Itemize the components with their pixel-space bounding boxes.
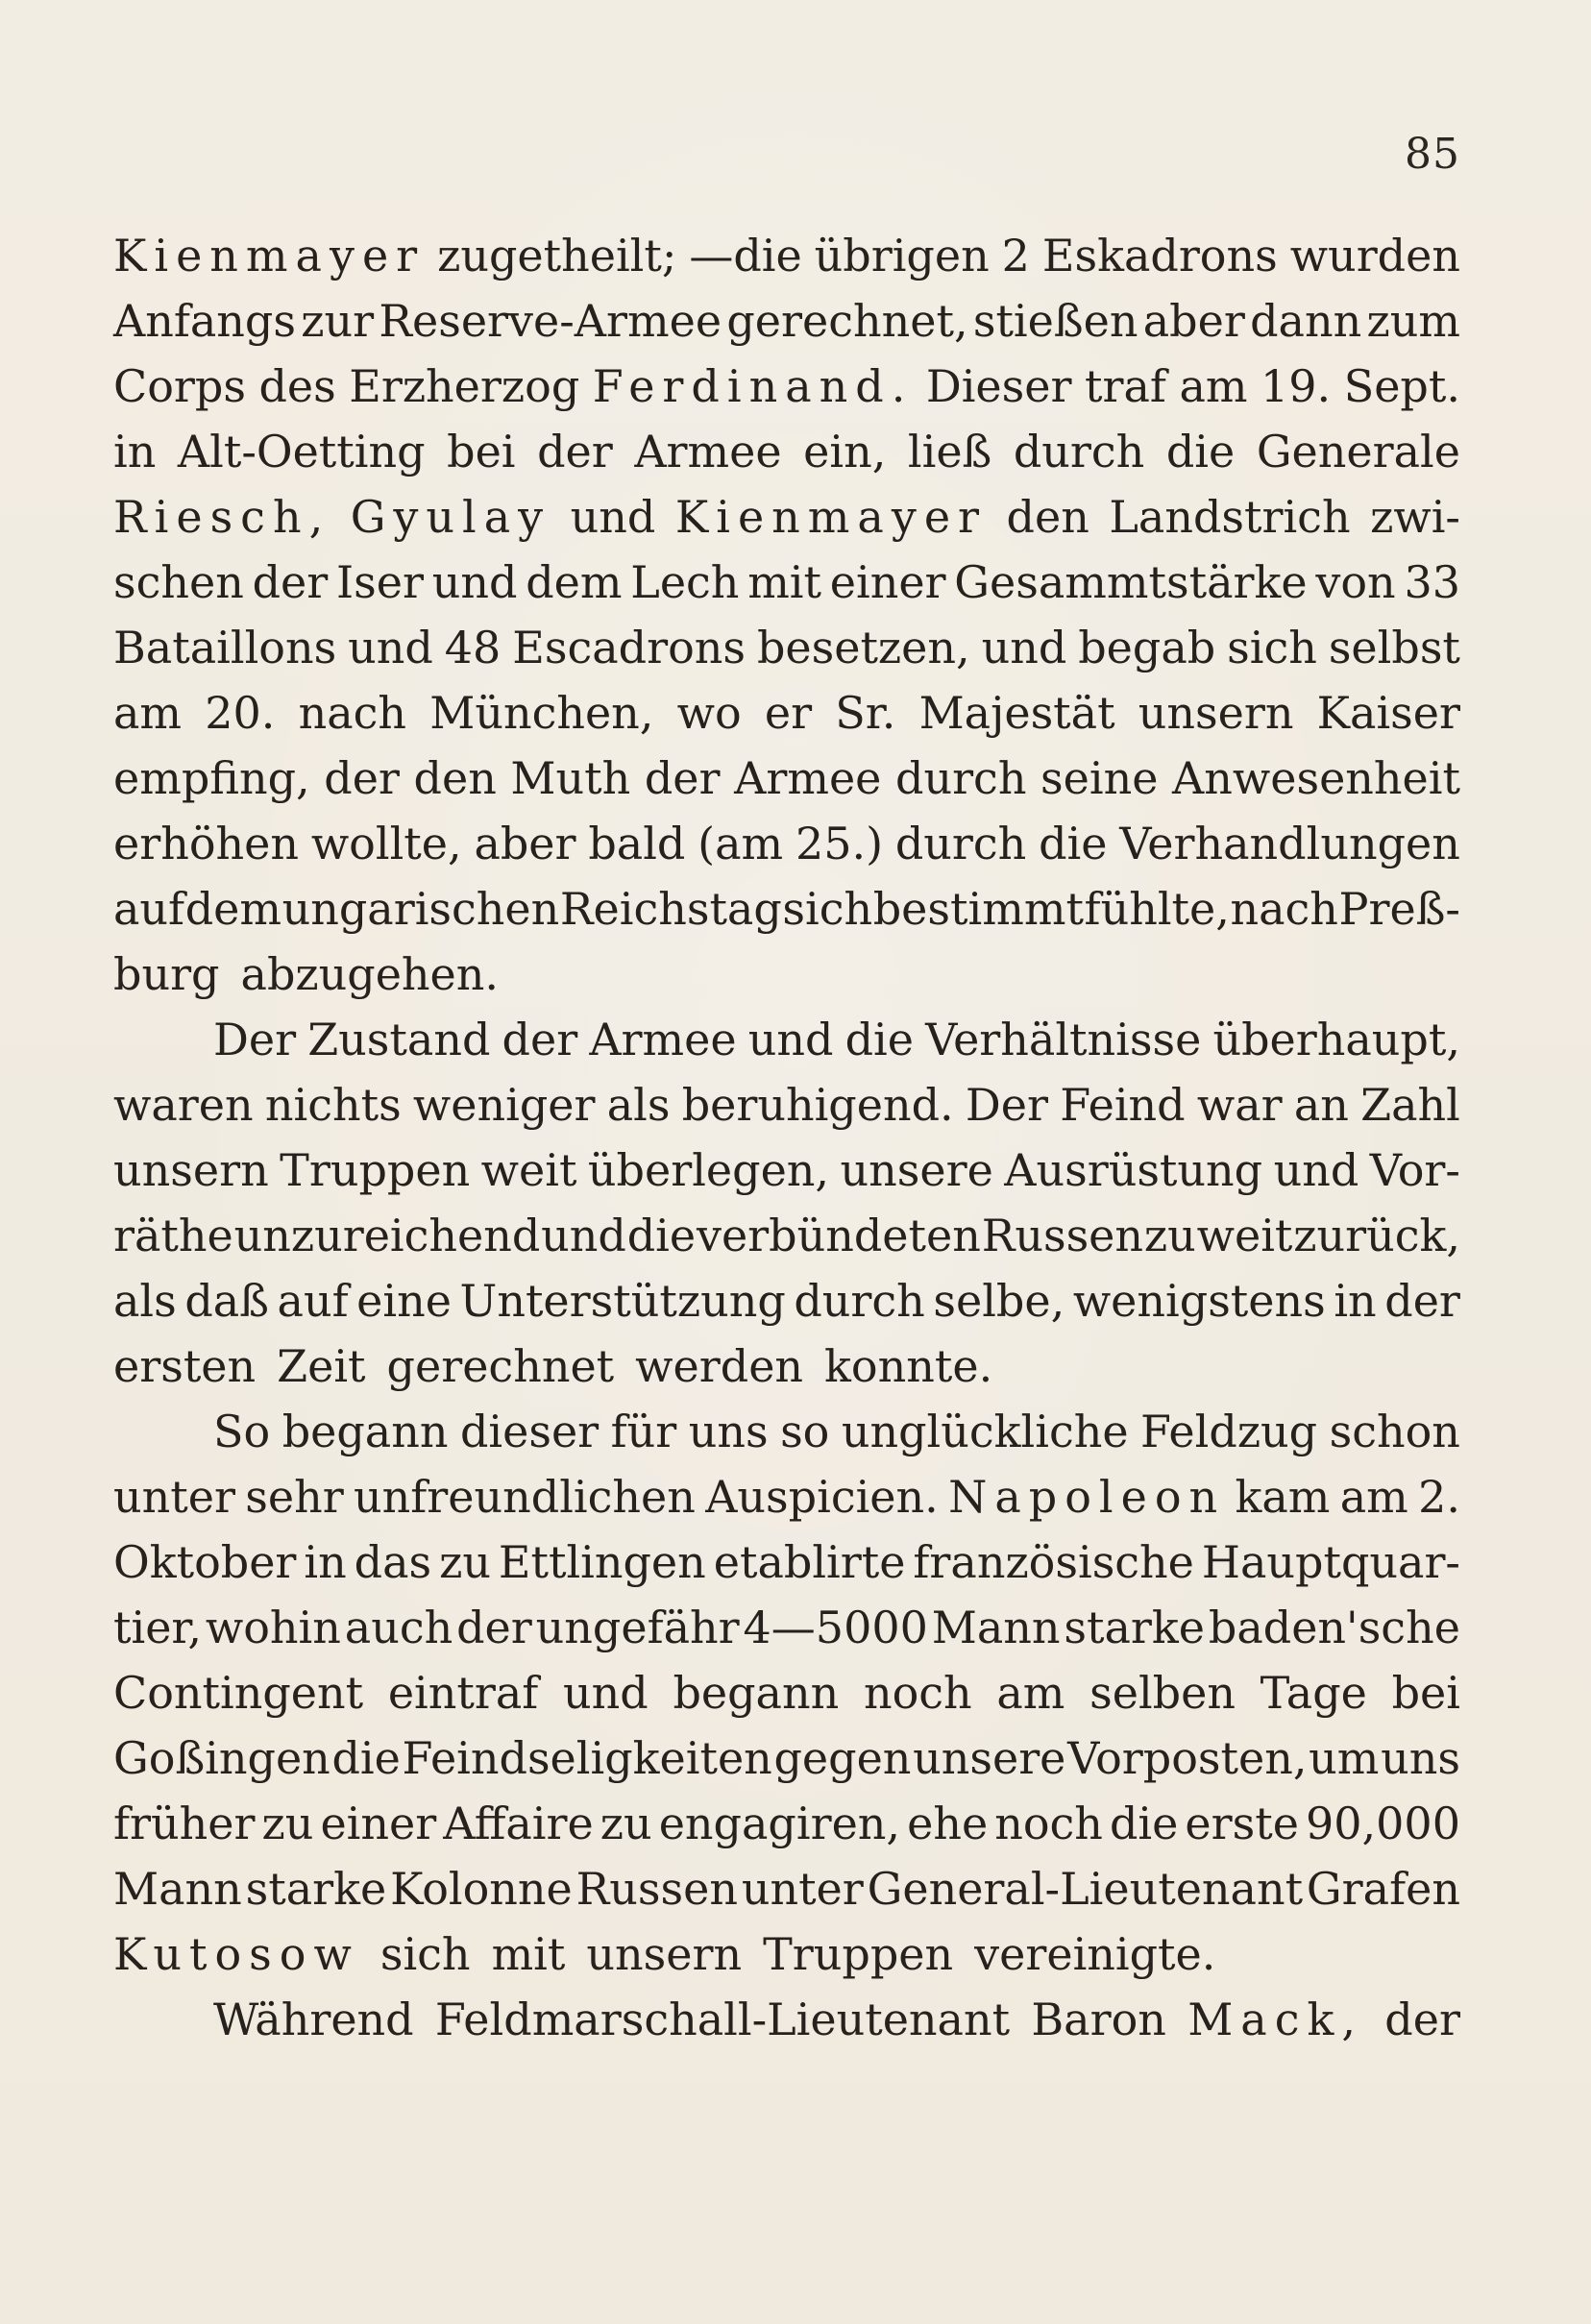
word: unter xyxy=(113,1471,235,1523)
word: verbündeten xyxy=(696,1210,981,1261)
word: konnte. xyxy=(824,1340,993,1392)
text-line xyxy=(113,419,1460,484)
word: ersten xyxy=(113,1340,257,1392)
text-line xyxy=(113,876,1460,942)
word: und xyxy=(348,622,433,673)
word: zu xyxy=(1143,1210,1196,1261)
word: 20. xyxy=(205,687,276,739)
word: Lech xyxy=(630,556,740,608)
text-line xyxy=(113,1268,1460,1333)
text-line xyxy=(113,1072,1460,1138)
word: Alt-Oetting xyxy=(177,426,426,477)
word: unter xyxy=(741,1863,864,1915)
word: abzugehen. xyxy=(240,948,500,1000)
word: Zahl xyxy=(1360,1079,1460,1131)
word: Bataillons xyxy=(113,622,337,673)
word: am xyxy=(113,687,183,739)
word: vereinigte. xyxy=(974,1928,1216,1980)
word: am xyxy=(1339,1471,1408,1523)
word: die xyxy=(844,1014,914,1065)
word: als xyxy=(113,1275,177,1327)
word: ungefähr xyxy=(535,1602,740,1653)
word: mit xyxy=(747,556,822,608)
text-line xyxy=(113,1660,1460,1725)
word: Armee xyxy=(734,752,882,804)
word: Grafen xyxy=(1306,1863,1460,1915)
word: Kienmayer xyxy=(113,230,426,281)
word: aber xyxy=(1142,295,1245,347)
word: 33 xyxy=(1404,556,1460,608)
word: französische xyxy=(913,1536,1194,1588)
word: traf xyxy=(1085,360,1166,412)
word: zurück, xyxy=(1293,1210,1460,1261)
word: Oktober xyxy=(113,1536,297,1588)
word: aber xyxy=(474,818,576,869)
word: eintraf xyxy=(387,1667,539,1719)
word: stießen xyxy=(972,295,1138,347)
word: und xyxy=(1273,1144,1359,1196)
word: Russen xyxy=(575,1863,738,1915)
word: unsern xyxy=(113,1144,269,1196)
word: Erzherzog xyxy=(349,360,580,412)
page-number: 85 xyxy=(1405,130,1460,179)
word: am xyxy=(996,1667,1065,1719)
word: zwi- xyxy=(1370,491,1460,543)
word: Ausrüstung xyxy=(1004,1144,1263,1196)
word: Truppen xyxy=(280,1144,471,1196)
word: war xyxy=(1196,1079,1283,1131)
word: Verhältnisse xyxy=(925,1014,1202,1065)
word: so xyxy=(780,1406,830,1457)
word: Anwesenheit xyxy=(1172,752,1460,804)
word: und xyxy=(747,1014,834,1065)
word: die xyxy=(331,1732,401,1784)
word: überlegen, xyxy=(587,1144,830,1196)
body-text xyxy=(113,223,1460,2052)
word: Vor- xyxy=(1369,1144,1460,1196)
word: unsern xyxy=(586,1928,743,1980)
word: ungarischen xyxy=(281,883,560,935)
word: ein, xyxy=(803,426,887,477)
word: gerechnet xyxy=(386,1340,615,1392)
word: Zustand xyxy=(307,1014,491,1065)
word: unglückliche xyxy=(841,1406,1129,1457)
word: Goßingen xyxy=(113,1732,330,1784)
word: zu xyxy=(439,1536,491,1588)
word: Contingent xyxy=(113,1667,364,1719)
text-line xyxy=(113,1595,1460,1660)
word: empfing, xyxy=(113,752,310,804)
word: dem xyxy=(526,556,623,608)
word: den xyxy=(1006,491,1089,543)
word: Landstrich xyxy=(1109,491,1351,543)
word: dem xyxy=(184,883,281,935)
word: München, xyxy=(429,687,654,739)
word: noch xyxy=(863,1667,972,1719)
word: auf xyxy=(113,883,185,935)
word: weniger xyxy=(412,1079,596,1131)
word: wohin xyxy=(205,1602,341,1653)
word: Kutosow xyxy=(113,1928,359,1980)
word: durch xyxy=(894,818,1027,869)
word: Der xyxy=(965,1079,1048,1131)
word: bei xyxy=(447,426,516,477)
word: nach xyxy=(298,687,407,739)
word: Sr. xyxy=(835,687,896,739)
text-line xyxy=(113,484,1460,550)
word: 19. xyxy=(1261,360,1332,412)
word: Gesammtstärke xyxy=(954,556,1308,608)
word: 90,000 xyxy=(1306,1798,1460,1849)
word: und xyxy=(541,1210,626,1261)
word: starke xyxy=(245,1863,387,1915)
word: um xyxy=(1309,1732,1380,1784)
text-line xyxy=(113,1725,1460,1791)
word: Ferdinand. xyxy=(592,360,914,412)
word: Gyulay xyxy=(350,491,551,543)
word: und xyxy=(981,622,1067,673)
word: der xyxy=(456,1602,532,1653)
word: Hauptquar- xyxy=(1201,1536,1460,1588)
word: burg xyxy=(113,948,220,1000)
word: die xyxy=(1109,1798,1179,1849)
word: 48 xyxy=(444,622,502,673)
word: die xyxy=(1165,426,1236,477)
word: zu xyxy=(261,1798,314,1849)
word: und xyxy=(431,556,518,608)
word: die xyxy=(626,1210,697,1261)
text-line xyxy=(113,550,1460,615)
word: Napoleon xyxy=(948,1471,1226,1523)
word: an xyxy=(1293,1079,1349,1131)
word: überhaupt, xyxy=(1212,1014,1460,1065)
word: seine xyxy=(1040,752,1159,804)
word: Russen xyxy=(981,1210,1144,1261)
text-line xyxy=(113,1856,1460,1921)
word: Corps xyxy=(113,360,246,412)
word: Der xyxy=(213,1014,297,1065)
word: einer xyxy=(829,556,946,608)
word: zugetheilt; xyxy=(437,230,677,281)
word: Kaiser xyxy=(1316,687,1460,739)
word: (am xyxy=(698,818,784,869)
word: der xyxy=(1384,1994,1460,2045)
text-line xyxy=(113,1791,1460,1856)
word: der xyxy=(502,1014,578,1065)
text-line xyxy=(113,1921,1460,1987)
word: sehr xyxy=(245,1471,344,1523)
word: Mann xyxy=(113,1863,242,1915)
word: schon xyxy=(1329,1406,1460,1457)
text-line xyxy=(113,1203,1460,1268)
word: Armee xyxy=(589,1014,737,1065)
word: Generale xyxy=(1256,426,1460,477)
word: zum xyxy=(1366,295,1460,347)
word: dann xyxy=(1250,295,1362,347)
word: Feldzug xyxy=(1140,1406,1318,1457)
word: Reichstag xyxy=(559,883,782,935)
word: noch xyxy=(994,1798,1103,1849)
text-line xyxy=(113,354,1460,419)
word: 2 xyxy=(1001,230,1030,281)
word: Anfangs xyxy=(113,295,296,347)
word: von xyxy=(1315,556,1396,608)
word: 25.) xyxy=(795,818,884,869)
text-line xyxy=(113,223,1460,288)
word: Mack, xyxy=(1187,1994,1363,2045)
word: besetzen, xyxy=(756,622,970,673)
word: kam xyxy=(1235,1471,1331,1523)
word: So xyxy=(213,1406,271,1457)
word: Während xyxy=(213,1994,414,2045)
word: Muth xyxy=(510,752,631,804)
word: weit xyxy=(1196,1210,1293,1261)
word: sich xyxy=(1227,622,1317,673)
word: bald xyxy=(588,818,686,869)
text-line xyxy=(113,1529,1460,1595)
word: des xyxy=(258,360,336,412)
word: weit xyxy=(480,1144,577,1196)
word: er xyxy=(764,687,813,739)
text-line xyxy=(113,746,1460,811)
word: Truppen xyxy=(763,1928,954,1980)
word: werden xyxy=(635,1340,804,1392)
word: Armee xyxy=(634,426,782,477)
word: daß xyxy=(184,1275,269,1327)
word: Baron xyxy=(1031,1994,1166,2045)
word: Vorposten, xyxy=(1067,1732,1308,1784)
word: sich xyxy=(379,1928,471,1980)
text-line xyxy=(113,615,1460,680)
paragraph-start xyxy=(113,1399,1460,1464)
word: Escadrons xyxy=(512,622,747,673)
word: und xyxy=(570,491,656,543)
word: —die xyxy=(689,230,802,281)
word: selben xyxy=(1089,1667,1236,1719)
paragraph-start xyxy=(113,1007,1460,1072)
word: nichts xyxy=(264,1079,402,1131)
word: wollte, xyxy=(310,818,462,869)
word: der xyxy=(644,752,721,804)
word: den xyxy=(413,752,497,804)
word: in xyxy=(304,1536,347,1588)
text-line xyxy=(113,811,1460,876)
text-line xyxy=(113,288,1460,354)
word: nach xyxy=(1230,883,1338,935)
word: Iser xyxy=(336,556,425,608)
word: Preß- xyxy=(1338,883,1460,935)
word: einer xyxy=(320,1798,437,1849)
word: Unterstützung xyxy=(459,1275,786,1327)
word: übrigen xyxy=(814,230,990,281)
word: früher xyxy=(113,1798,256,1849)
text-line xyxy=(113,1333,1460,1399)
word: der xyxy=(252,556,329,608)
word: tier, xyxy=(113,1602,202,1653)
word: Affaire xyxy=(443,1798,594,1849)
text-line xyxy=(113,942,1460,1007)
word: ließ xyxy=(907,426,992,477)
word: Tage xyxy=(1260,1667,1367,1719)
word: uns xyxy=(688,1406,769,1457)
word: durch xyxy=(794,1275,925,1327)
word: die xyxy=(1039,818,1108,869)
word: waren xyxy=(113,1079,254,1131)
word: 2. xyxy=(1418,1471,1460,1523)
word: Majestät xyxy=(918,687,1115,739)
word: eine xyxy=(356,1275,452,1327)
word: Ettlingen xyxy=(498,1536,706,1588)
word: Reserve-Armee xyxy=(379,295,722,347)
word: begann xyxy=(673,1667,840,1719)
word: für xyxy=(610,1406,677,1457)
word: mit xyxy=(491,1928,566,1980)
word: der xyxy=(1384,1275,1460,1327)
word: Dieser xyxy=(925,360,1072,412)
word: unsern xyxy=(1138,687,1294,739)
word: auch xyxy=(344,1602,453,1653)
word: sich xyxy=(782,883,873,935)
word: durch xyxy=(1013,426,1145,477)
word: zu xyxy=(600,1798,652,1849)
word: Zeit xyxy=(277,1340,366,1392)
text-line xyxy=(113,680,1460,746)
word: starke xyxy=(1064,1602,1206,1653)
word: das xyxy=(354,1536,432,1588)
word: Riesch, xyxy=(113,491,331,543)
word: in xyxy=(113,426,157,477)
word: unsere xyxy=(840,1144,993,1196)
paragraph-start xyxy=(113,1987,1460,2052)
text-line xyxy=(113,1464,1460,1529)
word: dieser xyxy=(459,1406,600,1457)
word: der xyxy=(324,752,400,804)
word: bei xyxy=(1391,1667,1460,1719)
word: räthe xyxy=(113,1210,233,1261)
word: engagiren, xyxy=(658,1798,901,1849)
word: selbst xyxy=(1328,622,1460,673)
word: Kolonne xyxy=(390,1863,573,1915)
word: ehe xyxy=(907,1798,989,1849)
word: durch xyxy=(895,752,1027,804)
word: uns xyxy=(1381,1732,1460,1784)
word: als xyxy=(606,1079,671,1131)
word: und xyxy=(563,1667,649,1719)
word: gerechnet, xyxy=(726,295,968,347)
word: in xyxy=(1334,1275,1377,1327)
word: unsere xyxy=(913,1732,1066,1784)
word: 4—5000 xyxy=(743,1602,928,1653)
word: Mann xyxy=(931,1602,1061,1653)
word: Auspicien. xyxy=(705,1471,939,1523)
word: schen xyxy=(113,556,244,608)
word: Feind xyxy=(1060,1079,1186,1131)
word: zur xyxy=(301,295,375,347)
word: gegen xyxy=(773,1732,912,1784)
word: wo xyxy=(676,687,742,739)
word: Feldmarschall-Lieutenant xyxy=(434,1994,1011,2045)
word: begab xyxy=(1078,622,1216,673)
word: Kienmayer xyxy=(674,491,988,543)
word: wenigstens xyxy=(1072,1275,1326,1327)
word: fühlte, xyxy=(1084,883,1230,935)
word: wurden xyxy=(1289,230,1460,281)
word: Sept. xyxy=(1343,360,1460,412)
word: der xyxy=(537,426,613,477)
word: erhöhen xyxy=(113,818,300,869)
word: am xyxy=(1179,360,1248,412)
word: beruhigend. xyxy=(681,1079,954,1131)
word: selbe, xyxy=(933,1275,1065,1327)
text-line xyxy=(113,1138,1460,1203)
word: unzureichend xyxy=(233,1210,541,1261)
word: baden'sche xyxy=(1208,1602,1460,1653)
word: erste xyxy=(1185,1798,1299,1849)
word: Verhandlungen xyxy=(1119,818,1460,869)
word: bestimmt xyxy=(872,883,1084,935)
word: etablirte xyxy=(713,1536,906,1588)
word: Feindseligkeiten xyxy=(402,1732,772,1784)
word: Eskadrons xyxy=(1041,230,1278,281)
word: begann xyxy=(281,1406,449,1457)
word: unfreundlichen xyxy=(354,1471,696,1523)
word: General-Lieutenant xyxy=(867,1863,1304,1915)
word: auf xyxy=(277,1275,349,1327)
